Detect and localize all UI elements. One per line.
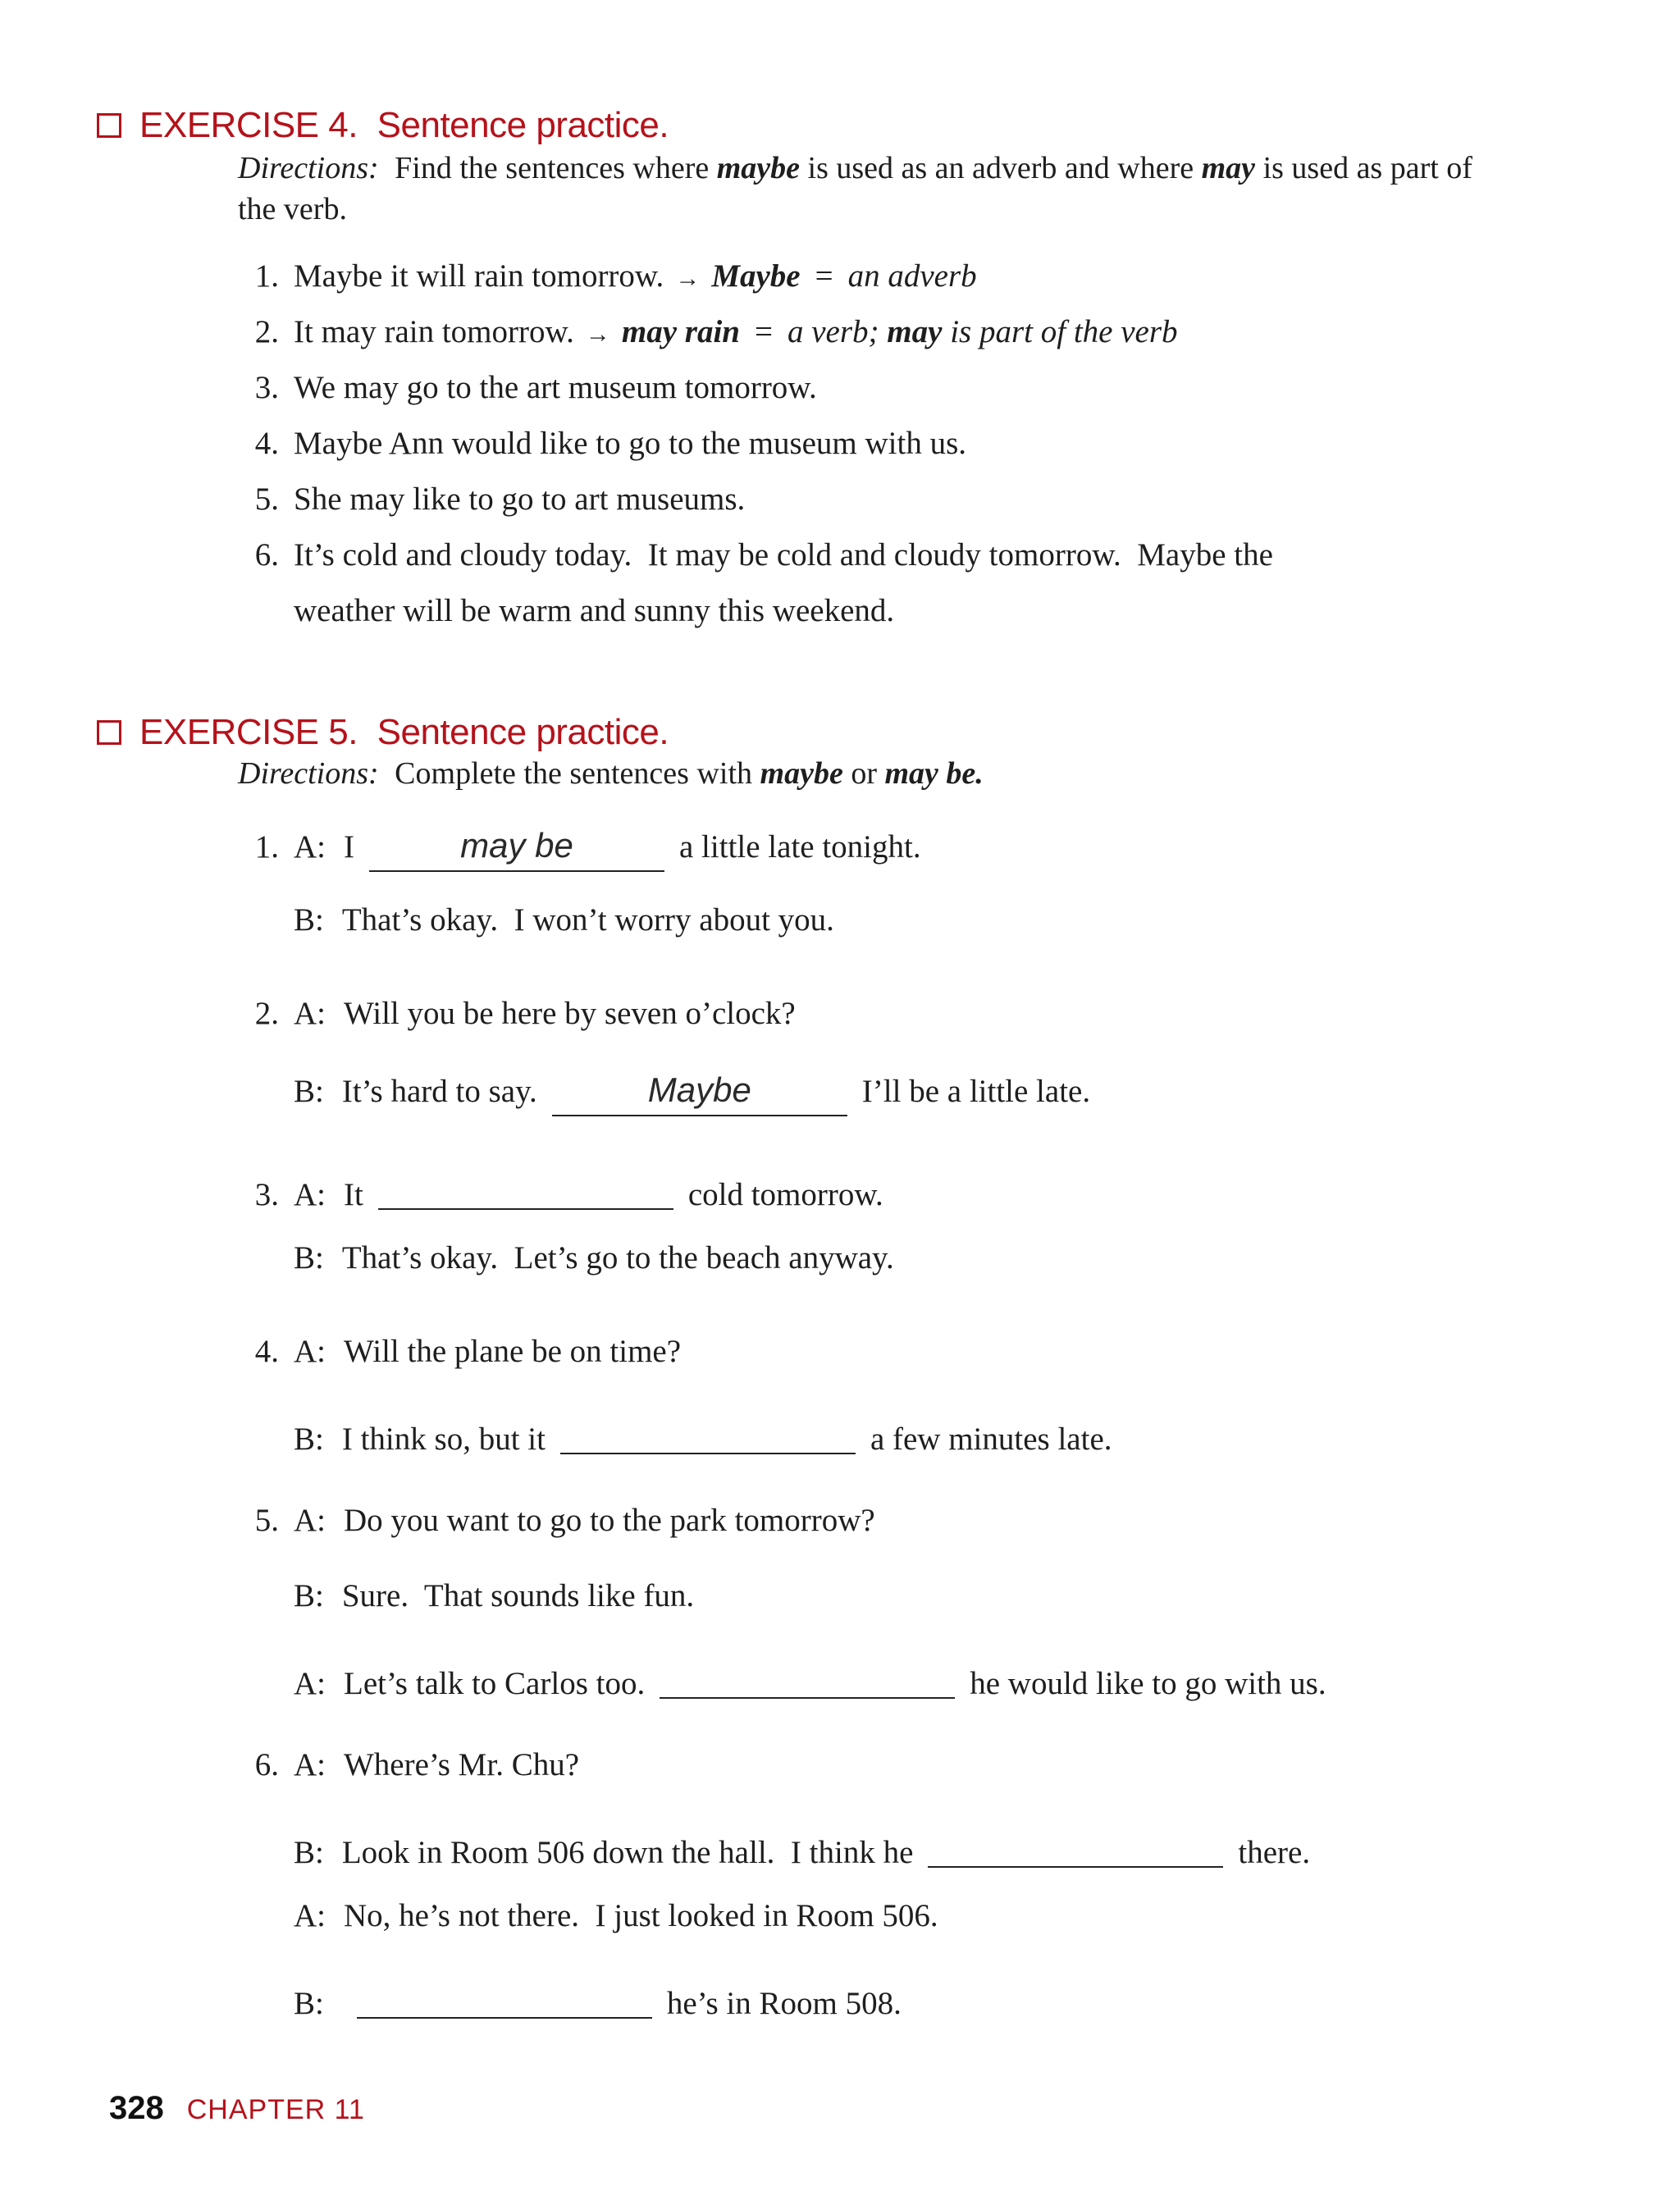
sentence: weather will be warm and sunny this weekend. <box>294 593 895 628</box>
item-number: 6. <box>254 537 279 573</box>
dialogue-line <box>294 901 834 938</box>
dialogue-line <box>294 1577 694 1614</box>
dialogue-line <box>294 1070 1090 1111</box>
dialogue-text: Where’s Mr. Chu? <box>344 1747 580 1782</box>
list-item <box>238 369 817 406</box>
item-number: 5. <box>254 481 279 517</box>
chapter-label: CHAPTER 11 <box>186 2094 365 2125</box>
dialogue-text: Sure. That sounds like fun. <box>341 1578 695 1613</box>
speaker-label: B: <box>294 1240 324 1276</box>
speaker-label: A: <box>294 1666 326 1701</box>
item-number: 6. <box>254 1747 279 1782</box>
exercise-5-checkbox[interactable] <box>97 720 121 745</box>
item-number: 5. <box>254 1503 279 1538</box>
list-item <box>238 536 1273 573</box>
dialogue-line <box>238 1164 883 1213</box>
sentence: We may go to the art museum tomorrow. <box>294 370 817 405</box>
dialogue-text: Will the plane be on time? <box>344 1334 682 1369</box>
exercise-number: EXERCISE 5. <box>139 712 358 752</box>
dialogue-line <box>294 1239 894 1276</box>
answer-blank[interactable] <box>928 1827 1223 1868</box>
list-item-continuation <box>294 592 894 629</box>
page-number: 328 <box>109 2090 164 2126</box>
answer-key: may rain <box>621 314 740 349</box>
directions-text: is used as part of the verb. <box>238 151 1472 226</box>
dialogue-text: Will you be here by seven o’clock? <box>344 996 796 1031</box>
answer-blank[interactable] <box>369 826 664 872</box>
dialogue-text: cold tomorrow. <box>687 1177 883 1212</box>
dialogue-text: Do you want to go to the park tomorrow? <box>344 1503 875 1538</box>
sentence: It’s cold and cloudy today. It may be cold and cloudy tomorrow. Maybe the <box>294 537 1273 573</box>
speaker-label: A: <box>294 1898 326 1933</box>
speaker-label: A: <box>294 996 326 1031</box>
sentence: Maybe Ann would like to go to the museum with us. <box>294 426 967 461</box>
item-number: 3. <box>254 370 279 405</box>
answer-blank[interactable] <box>378 1169 673 1210</box>
dialogue-text: he’s in Room 508. <box>666 1986 902 2021</box>
dialogue-text: That’s okay. Let’s go to the beach anyway. <box>341 1240 894 1276</box>
directions-keyword: maybe <box>716 151 801 185</box>
dialogue-text: That’s okay. I won’t worry about you. <box>341 902 834 938</box>
dialogue-text: I think so, but it <box>341 1422 546 1457</box>
directions-keyword: maybe <box>760 756 843 791</box>
dialogue-line <box>294 1408 1112 1458</box>
list-item <box>238 425 966 462</box>
sentence: She may like to go to art museums. <box>294 481 746 517</box>
directions-text: Find the sentences where <box>395 151 710 185</box>
dialogue-text: he would like to go with us. <box>970 1666 1326 1701</box>
item-number: 1. <box>254 258 279 294</box>
answer-blank[interactable] <box>357 1978 652 2019</box>
speaker-label: B: <box>294 1422 324 1457</box>
speaker-label: A: <box>294 1747 326 1782</box>
list-item <box>238 258 977 294</box>
exercise-5-directions <box>238 753 1518 794</box>
answer-blank[interactable] <box>660 1658 955 1699</box>
answer-note: an adverb <box>847 258 977 294</box>
answer-note-keyword: may <box>887 314 943 349</box>
handwritten-answer: may be <box>460 826 573 865</box>
dialogue-line <box>238 826 921 867</box>
dialogue-line <box>238 1502 875 1539</box>
directions-label: Directions: <box>238 151 379 185</box>
item-number: 4. <box>254 426 279 461</box>
arrow-icon: → <box>675 265 701 292</box>
item-number: 2. <box>254 314 279 349</box>
dialogue-text: Let’s talk to Carlos too. <box>344 1666 646 1701</box>
answer-note: a verb; <box>788 314 879 349</box>
item-number: 4. <box>254 1334 279 1369</box>
item-number: 1. <box>254 829 279 865</box>
directions-label: Directions: <box>238 756 379 791</box>
dialogue-text: It’s hard to say. <box>341 1074 537 1109</box>
speaker-label: A: <box>294 1503 326 1538</box>
arrow-icon: → <box>585 321 610 348</box>
dialogue-text: there. <box>1238 1835 1311 1870</box>
speaker-label: B: <box>294 1074 324 1109</box>
dialogue-text: a few minutes late. <box>870 1422 1112 1457</box>
exercise-4-directions <box>238 148 1518 230</box>
equals-sign: = <box>815 258 833 294</box>
speaker-label: B: <box>294 1835 324 1870</box>
dialogue-text: Look in Room 506 down the hall. I think he <box>341 1835 914 1870</box>
dialogue-line <box>294 1653 1326 1702</box>
speaker-label: B: <box>294 1578 324 1613</box>
exercise-4-heading <box>97 105 669 146</box>
dialogue-text: a little late tonight. <box>679 829 921 865</box>
dialogue-text: No, he’s not there. I just looked in Room 506. <box>344 1898 938 1933</box>
directions-keyword: may <box>1201 151 1256 185</box>
dialogue-text: I <box>344 829 354 865</box>
answer-key: Maybe <box>711 258 801 294</box>
speaker-label: A: <box>294 1177 326 1212</box>
answer-blank[interactable] <box>552 1070 847 1116</box>
dialogue-line <box>238 995 796 1032</box>
sentence: Maybe it will rain tomorrow. <box>294 258 664 294</box>
dialogue-text: I’ll be a little late. <box>861 1074 1091 1109</box>
exercise-5-heading <box>97 712 669 753</box>
exercise-4-checkbox[interactable] <box>97 113 121 138</box>
speaker-label: A: <box>294 829 326 865</box>
directions-keyword: may be. <box>884 756 984 791</box>
equals-sign: = <box>755 314 773 349</box>
speaker-label: A: <box>294 1334 326 1369</box>
exercise-number: EXERCISE 4. <box>139 105 358 145</box>
sentence: It may rain tomorrow. <box>294 314 574 349</box>
dialogue-line <box>294 1897 938 1934</box>
item-number: 2. <box>254 996 279 1031</box>
answer-blank[interactable] <box>560 1413 856 1454</box>
answer-note: is part of the verb <box>950 314 1178 349</box>
list-item <box>238 481 745 518</box>
speaker-label: B: <box>294 902 324 938</box>
exercise-title: Sentence practice. <box>377 712 669 752</box>
dialogue-line <box>238 1746 579 1783</box>
directions-text: Complete the sentences with <box>395 756 753 791</box>
dialogue-text: It <box>344 1177 363 1212</box>
speaker-label: B: <box>294 1986 324 2021</box>
dialogue-line <box>294 1973 902 2022</box>
dialogue-line <box>238 1333 681 1370</box>
handwritten-answer: Maybe <box>647 1070 751 1109</box>
page-footer <box>109 2090 365 2127</box>
exercise-title: Sentence practice. <box>377 105 669 145</box>
directions-text: is used as an adverb and where <box>807 151 1194 185</box>
list-item <box>238 313 1178 350</box>
dialogue-line <box>294 1822 1310 1871</box>
directions-text: or <box>851 756 877 791</box>
item-number: 3. <box>254 1177 279 1212</box>
